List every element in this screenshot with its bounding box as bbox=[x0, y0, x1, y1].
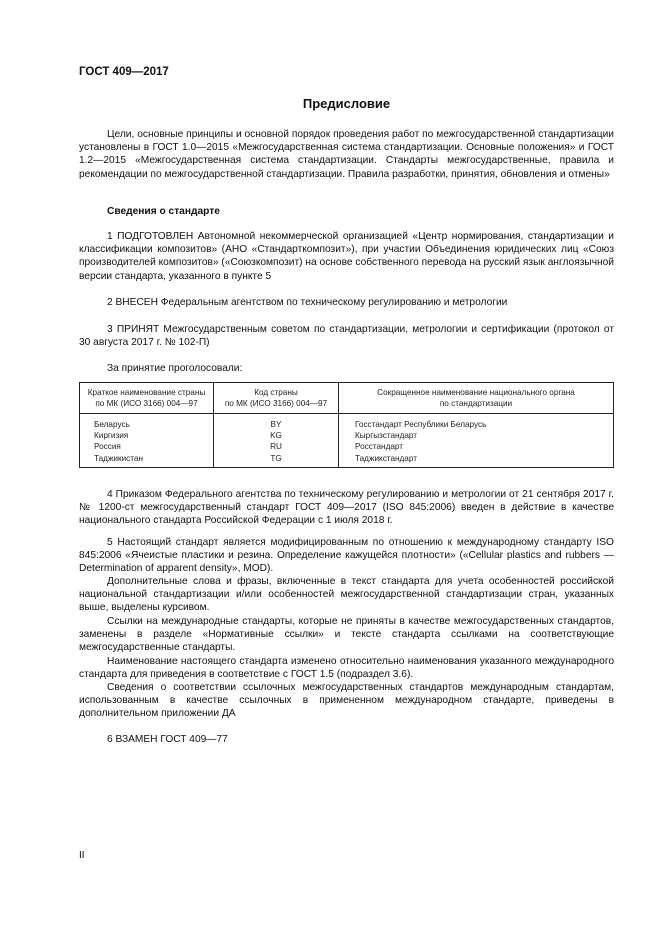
item-5-additions-paragraph: Дополнительные слова и фразы, включенные в текст стандарта для учета особенностей российской национальной стандартизации и/или особенностей межгосударственной стандартизации стран, указанных выше, выделены курсивом. bbox=[79, 576, 614, 614]
table-row bbox=[80, 414, 614, 431]
table-header-cell: Код страны по МК (ИСО 3166) 004—97 bbox=[214, 383, 339, 414]
country-name: Беларусь bbox=[80, 414, 214, 431]
table-header-cell: Краткое наименование страны по МК (ИСО 3166) 004—97 bbox=[80, 383, 214, 414]
country-code: TG bbox=[214, 453, 339, 468]
table-row bbox=[80, 453, 614, 468]
standards-body: Госстандарт Республики Беларусь bbox=[339, 414, 614, 431]
section-heading: Сведения о стандарте bbox=[107, 206, 220, 217]
table-header-cell: Сокращенное наименование национального органа по стандартизации bbox=[339, 383, 614, 414]
country-code: RU bbox=[214, 441, 339, 452]
voting-table bbox=[79, 382, 614, 468]
standards-body: Таджикстандарт bbox=[339, 453, 614, 468]
standards-body: Кыргызстандарт bbox=[339, 430, 614, 441]
page-number: II bbox=[79, 850, 85, 861]
country-code: BY bbox=[214, 414, 339, 431]
item-4-paragraph: 4 Приказом Федерального агентства по техническому регулированию и метрологии от 21 сентября 2017 г. № 1200-ст межгосударственный стандарт ГОСТ 409—2017 (ISO 845:2006) введен в действие в качестве национального стандарта Российской Федерации с 1 июля 2018 г. bbox=[79, 489, 614, 527]
country-name: Россия bbox=[80, 441, 214, 452]
country-name: Киргизия bbox=[80, 430, 214, 441]
item-5-title-change-paragraph: Наименование настоящего стандарта изменено относительно наименования указанного международного стандарта для приведения в соответствие с ГОСТ 1.5 (подраздел 3.6). bbox=[79, 656, 614, 681]
item-2-paragraph: 2 ВНЕСЕН Федеральным агентством по техническому регулированию и метрологии bbox=[107, 297, 508, 308]
item-6-paragraph: 6 ВЗАМЕН ГОСТ 409—77 bbox=[107, 734, 228, 745]
country-name: Таджикистан bbox=[80, 453, 214, 468]
intro-paragraph: Цели, основные принципы и основной порядок проведения работ по межгосударственной стандартизации установлены в ГОСТ 1.0—2015 «Межгосударственная система стандартизации. Основные положения» и ГОСТ 1.2—2015 «Межгосударственная система стандартизации. Стандарты межгосударственные, правила и рекомендации по межгосударственной стандартизации. Правила разработки, принятия, обновления и отмены» bbox=[79, 129, 614, 180]
item-5-paragraph: 5 Настоящий стандарт является модифицированным по отношению к международному стандарту ISO 845:2006 «Ячеистые пластики и резина. Определение кажущейся плотности» («Cellular plastics and rubbers — Determination of apparent density», MOD). bbox=[79, 537, 614, 575]
vote-label: За принятие проголосовали: bbox=[107, 363, 243, 374]
standards-body: Росстандарт bbox=[339, 441, 614, 452]
table-row bbox=[80, 441, 614, 452]
item-5-references-paragraph: Ссылки на международные стандарты, которые не приняты в качестве межгосударственных стандартов, заменены в разделе «Нормативные ссылки» и тексте стандарта ссылками на соответствующие межгосударственные стандарты. bbox=[79, 616, 614, 654]
page-title: Предисловие bbox=[302, 96, 391, 111]
document-header: ГОСТ 409—2017 bbox=[79, 66, 169, 78]
item-3-paragraph: 3 ПРИНЯТ Межгосударственным советом по стандартизации, метрологии и сертификации (протокол от 30 августа 2017 г. № 102-П) bbox=[79, 324, 614, 349]
country-code: KG bbox=[214, 430, 339, 441]
item-5-correspondence-paragraph: Сведения о соответствии ссылочных межгосударственных стандартов международным стандартам, использованным в качестве ссылочных в примененном международном стандарте, приведены в дополнительном приложении ДА bbox=[79, 682, 614, 720]
table-header-row bbox=[80, 383, 614, 414]
table-row bbox=[80, 430, 614, 441]
item-1-paragraph: 1 ПОДГОТОВЛЕН Автономной некоммерческой организацией «Центр нормирования, стандартизации и классификации композитов» (АНО «Стандарткомпозит»), при участии Объединения юридических лиц «Союз производителей композитов» («Союзкомпозит) на основе собственного перевода на русский язык англоязычной версии стандарта, указанного в пункте 5 bbox=[79, 231, 614, 282]
